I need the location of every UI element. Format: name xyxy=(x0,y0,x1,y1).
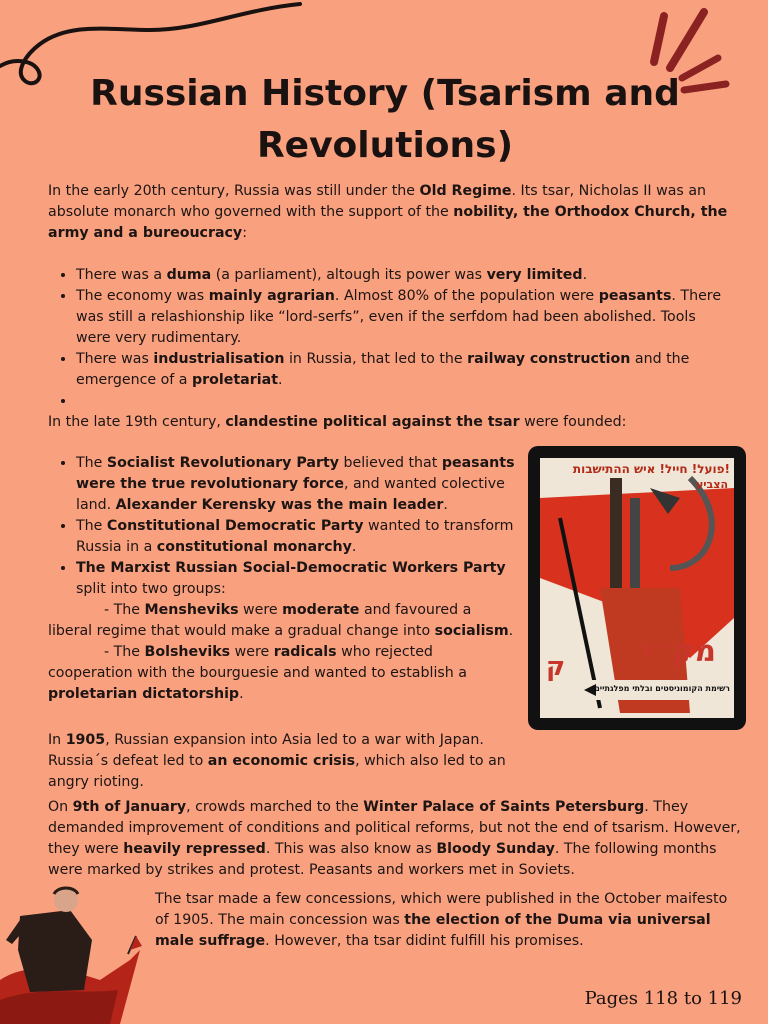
list-item: • There was a duma (a parliament), altough its power was very limited. xyxy=(76,265,728,286)
list-item: • The Socialist Revolutionary Party believed that peasants were the true revolutionary force, and wanted colective land. Alexander Kerensky was the main leader. xyxy=(76,453,518,516)
october-manifesto-paragraph: The tsar made a few concessions, which were published in the October maifesto of 1905. The main concession was the election of the Duma via universal male suffrage. However, tha tsar didint fulfill his promises. xyxy=(155,891,728,949)
page-title: Russian History (Tsarism and Revolutions) xyxy=(90,73,680,166)
poster-text-top: פועל! חייל! איש ההתישבות! xyxy=(572,462,730,476)
list-item: • There was industrialisation in Russia, that led to the railway construction and the emergence of a proletariat. xyxy=(76,349,728,391)
propaganda-poster xyxy=(528,446,746,730)
poster-text-big: מק״י xyxy=(642,634,716,669)
year-1905-paragraph: In 1905, Russian expansion into Asia led to a war with Japan. Russia´s defeat led to an economic crisis, which also led to an angry rioting. xyxy=(48,732,506,790)
lenin-figure-image xyxy=(0,880,150,1024)
poster-text-bottom: רשימת הקומוניסטים ובלתי מפלגתיים xyxy=(594,684,730,693)
regime-bullet-list xyxy=(48,265,728,412)
late-19th-paragraph: In the late 19th century, clandestine political against the tsar were founded: xyxy=(48,414,627,430)
bloody-sunday-paragraph: On 9th of January, crowds marched to the Winter Palace of Saints Petersburg. They demanded improvement of conditions and political reforms, but not the end of tsarism. However, they were heavily repressed. This was also know as Bloody Sunday. The following months were marked by strikes and protest. Peasants and workers met in Soviets. xyxy=(48,799,741,878)
poster-text-big2: ק xyxy=(546,652,566,682)
list-item: • The economy was mainly agrarian. Almost 80% of the population were peasants. There was still a relashionship like “lord-serfs”, even if the serfdom had been abolished. Tools were very rudimentary. xyxy=(76,286,728,349)
list-item: • The Constitutional Democratic Party wanted to transform Russia in a constitutional monarchy. xyxy=(76,516,518,558)
list-item: • The Marxist Russian Social-Democratic Workers Party split into two groups: xyxy=(76,558,518,600)
bolsheviks-paragraph: - The Bolsheviks were radicals who rejected cooperation with the bourguesie and wanted to establish a proletarian dictatorship. xyxy=(48,644,467,702)
empty-list-item xyxy=(76,391,728,412)
intro-paragraph: In the early 20th century, Russia was still under the Old Regime. Its tsar, Nicholas II was an absolute monarch who governed with the support of the nobility, the Orthodox Church, the army and a bureoucracy: xyxy=(48,183,728,241)
page-reference: Pages 118 to 119 xyxy=(584,988,742,1009)
poster-text-top2: הצביע xyxy=(695,478,728,491)
parties-bullet-list xyxy=(48,453,518,705)
mensheviks-paragraph: - The Mensheviks were moderate and favoured a liberal regime that would make a gradual change into socialism. xyxy=(48,602,514,639)
